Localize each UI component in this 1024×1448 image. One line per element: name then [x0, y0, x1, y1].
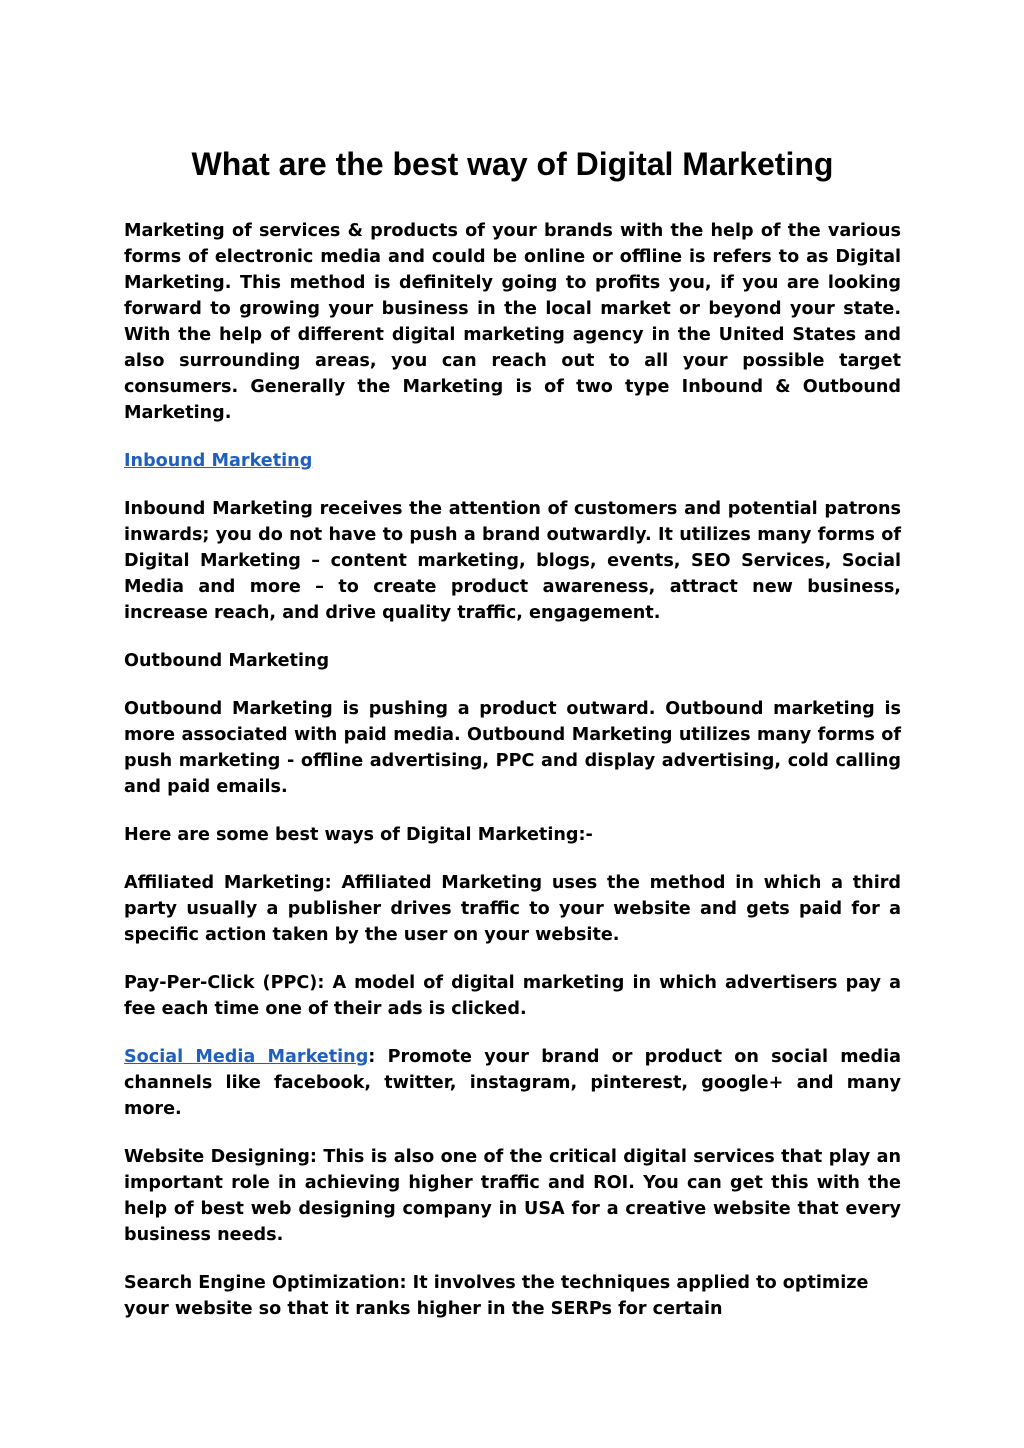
page-title: What are the best way of Digital Marketing [191, 146, 834, 182]
social-media-marketing-link[interactable]: Social Media Marketing [124, 1047, 369, 1067]
web-design-paragraph: Website Designing: This is also one of the critical digital services that play an important role in achieving higher traffic and ROI. You can get this with the help of best web designing company in USA for a creative website that every business needs. [124, 1147, 901, 1245]
smm-text: : Promote your brand or product on social media channels like facebook, twitter, instagram, pinterest, google+ and many more. [124, 1047, 901, 1119]
affiliate-paragraph: Affiliated Marketing: Affiliated Marketing uses the method in which a third party usually a publisher drives traffic to your website and gets paid for a specific action taken by the user on your website. [124, 873, 901, 945]
intro-paragraph: Marketing of services & products of your brands with the help of the various forms of electronic media and could be online or offline is refers to as Digital Marketing. This method is definitely going to profits you, if you are looking forward to growing your business in the local market or beyond your state. With the help of different digital marketing agency in the United States and also surrounding areas, you can reach out to all your possible target consumers. Generally the Marketing is of two type Inbound & Outbound Marketing. [124, 221, 901, 423]
ways-heading: Here are some best ways of Digital Marketing:- [124, 825, 593, 845]
outbound-heading: Outbound Marketing [124, 651, 330, 671]
ppc-paragraph: Pay-Per-Click (PPC): A model of digital marketing in which advertisers pay a fee each time one of their ads is clicked. [124, 973, 901, 1019]
inbound-heading [124, 448, 901, 474]
outbound-paragraph: Outbound Marketing is pushing a product outward. Outbound marketing is more associated with paid media. Outbound Marketing utilizes many forms of push marketing - offline advertising, PPC and display advertising, cold calling and paid emails. [124, 699, 901, 797]
document-page [124, 140, 901, 1344]
smm-paragraph [124, 1044, 901, 1122]
inbound-marketing-link[interactable]: Inbound Marketing [124, 451, 313, 471]
inbound-paragraph: Inbound Marketing receives the attention of customers and potential patrons inwards; you do not have to push a brand outwardly. It utilizes many forms of Digital Marketing – content marketing, blogs, events, SEO Services, Social Media and more – to create product awareness, attract new business, increase reach, and drive quality traffic, engagement. [124, 499, 901, 623]
seo-paragraph: Search Engine Optimization: It involves the techniques applied to optimize your website so that it ranks higher in the SERPs for certain [124, 1273, 869, 1319]
